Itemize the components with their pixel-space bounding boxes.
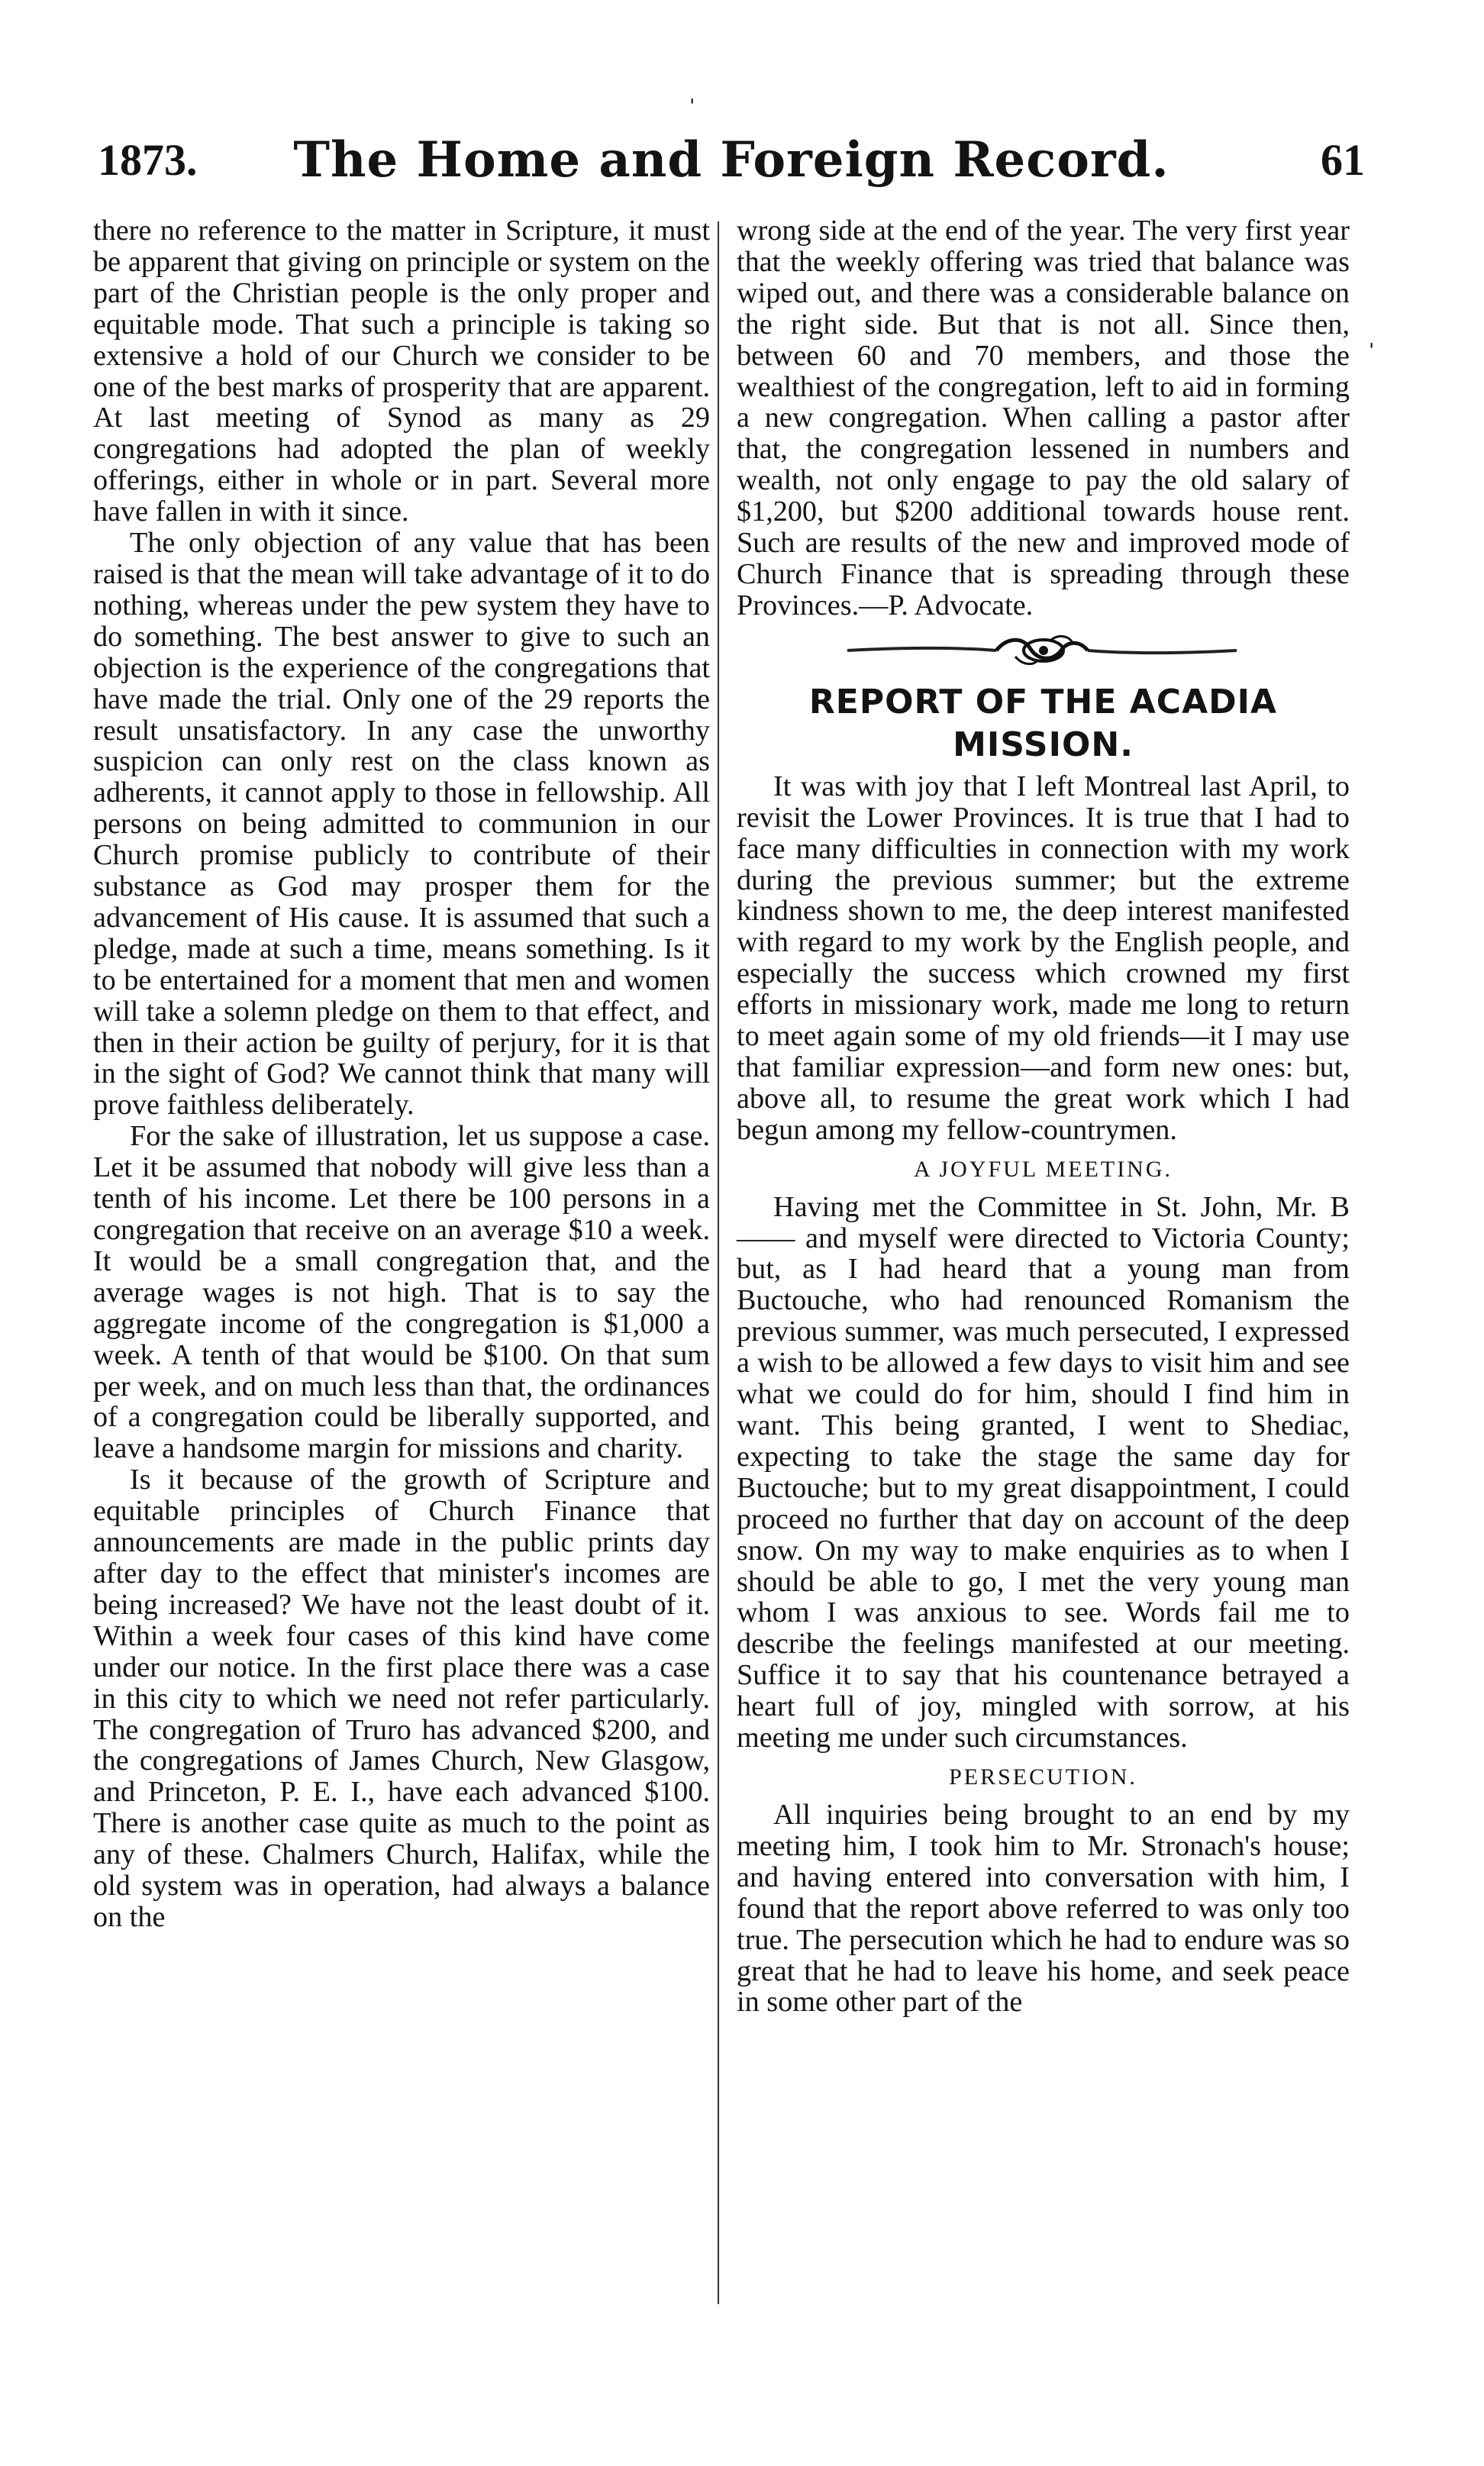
- page-number: 61: [1321, 135, 1365, 185]
- column-divider: [718, 221, 719, 2304]
- section-persecution: All inquiries being brought to an end by my meeting him, I took him to Mr. Stronach's house; and having entered into conversation with him, I found that the report above referred to was only too true. The persecution which he had to endure was so great that he had to leave his home, and seek peace in some other part of the: [737, 1798, 1350, 2019]
- print-speck: ˈ: [687, 92, 698, 127]
- page-header: [98, 131, 1365, 203]
- left-column: [93, 215, 710, 1933]
- section-joyful-meeting: Having met the Committee in St. John, Mr. B—— and myself were directed to Victoria County; but, as I had heard that a young man from Buctouche, who had renounced Romanism the previous summer, was much persecuted, I expressed a wish to be allowed a few days to visit him and see what we could do for him, should I find him in want. This being granted, I went to Shediac, expecting to take the stage the same day for Buctouche; but to my great disappointment, I could proceed no further that day on account of the deep snow. On my way to make enquiries as to when I should be able to go, I met the very young man whom I was anxious to see. Words fail me to describe the feelings manifested at our meeting. Suffice it to say that his countenance betrayed a heart full of joy, mingled with sorrow, at his meeting me under such circumstances.: [737, 1190, 1350, 1754]
- ornamental-divider: [737, 621, 1350, 681]
- header-title: The Home and Foreign Record.: [293, 131, 1169, 189]
- left-paragraph-1: there no reference to the matter in Scripture, it must be apparent that giving on principle or system on the part of the Christian people is the only proper and equitable mode. That such a principle is taking so extensive a hold of our Church we consider to be one of the best marks of prosperity that are apparent. At last meeting of Synod as many as 29 congregations had adopted the plan of weekly offerings, either in whole or in part. Several more have fallen in with it since.: [93, 215, 710, 528]
- article-title: REPORT OF THE ACADIA MISSION.: [808, 682, 1278, 764]
- subheading-joyful-meeting: A JOYFUL MEETING.: [913, 1156, 1173, 1182]
- ornament-flourish-icon: [844, 628, 1240, 673]
- right-continuation: wrong side at the end of the year. The very first year that the weekly offering was tried that balance was wiped out, and there was a considerable balance on the right side. But that is not all. Since then, between 60 and 70 members, and those the wealthiest of the congregation, left to aid in forming a new congregation. When calling a pastor after that, the congregation lessened in numbers and wealth, not only engage to pay the old salary of $1,200, but $200 additional towards house rent. Such are results of the new and improved mode of Church Finance that is spreading through these Provinces.—P. Advocate.: [737, 215, 1350, 621]
- subheading-persecution: PERSECUTION.: [949, 1764, 1137, 1790]
- right-column: [737, 215, 1350, 2018]
- margin-mark: ˈ: [1366, 337, 1377, 371]
- left-paragraph-2: The only objection of any value that has been raised is that the mean will take advantage of it to do nothing, whereas under the pew system they have to do something. The best answer to give to such an objection is the experience of the congregations that have made the trial. Only one of the 29 reports the result unsatisfactory. In any case the unworthy suspicion can only rest on the class known as adherents, it cannot apply to those in fellowship. All persons on being admitted to communion in our Church promise publicly to contribute of their substance as God may prosper them for the advancement of His cause. It is assumed that such a pledge, made at such a time, means something. Is it to be entertained for a moment that men and women will take a solemn pledge on them to that effect, and then in their action be guilty of perjury, for it is that in the sight of God? We cannot think that many will prove faithless deliberately.: [93, 527, 710, 1122]
- left-paragraph-4: Is it because of the growth of Scripture and equitable principles of Church Finance that announcements are made in the public prints day after day to the effect that minister's incomes are being increased? We have not the least doubt of it. Within a week four cases of this kind have come under our notice. In the first place there was a case in this city to which we need not refer particularly. The congregation of Truro has advanced $200, and the congregations of James Church, New Glasgow, and Princeton, P. E. I., have each advanced $100. There is another case quite as much to the point as any of these. Chalmers Church, Halifax, while the old system was in operation, had always a balance on the: [93, 1464, 710, 1933]
- article-intro: It was with joy that I left Montreal last April, to revisit the Lower Provinces. It is true that I had to face many difficulties in connection with my work during the previous summer; but the extreme kindness shown to me, the deep interest manifested with regard to my work by the English people, and especially the success which crowned my first efforts in missionary work, made me long to return to meet again some of my old friends—it I may use that familiar expression—and form new ones: but, above all, to resume the great work which I had begun among my fellow-countrymen.: [737, 770, 1350, 1146]
- header-year: 1873.: [98, 135, 198, 185]
- left-paragraph-3: For the sake of illustration, let us suppose a case. Let it be assumed that nobody will give less than a tenth of his income. Let there be 100 persons in a congregation that receive on an average $10 a week. It would be a small congregation that, and the average wages is not high. That is to say the aggregate income of the congregation is $1,000 a week. A tenth of that would be $100. On that sum per week, and on much less than that, the ordinances of a congregation could be liberally supported, and leave a handsome margin for missions and charity.: [93, 1120, 710, 1465]
